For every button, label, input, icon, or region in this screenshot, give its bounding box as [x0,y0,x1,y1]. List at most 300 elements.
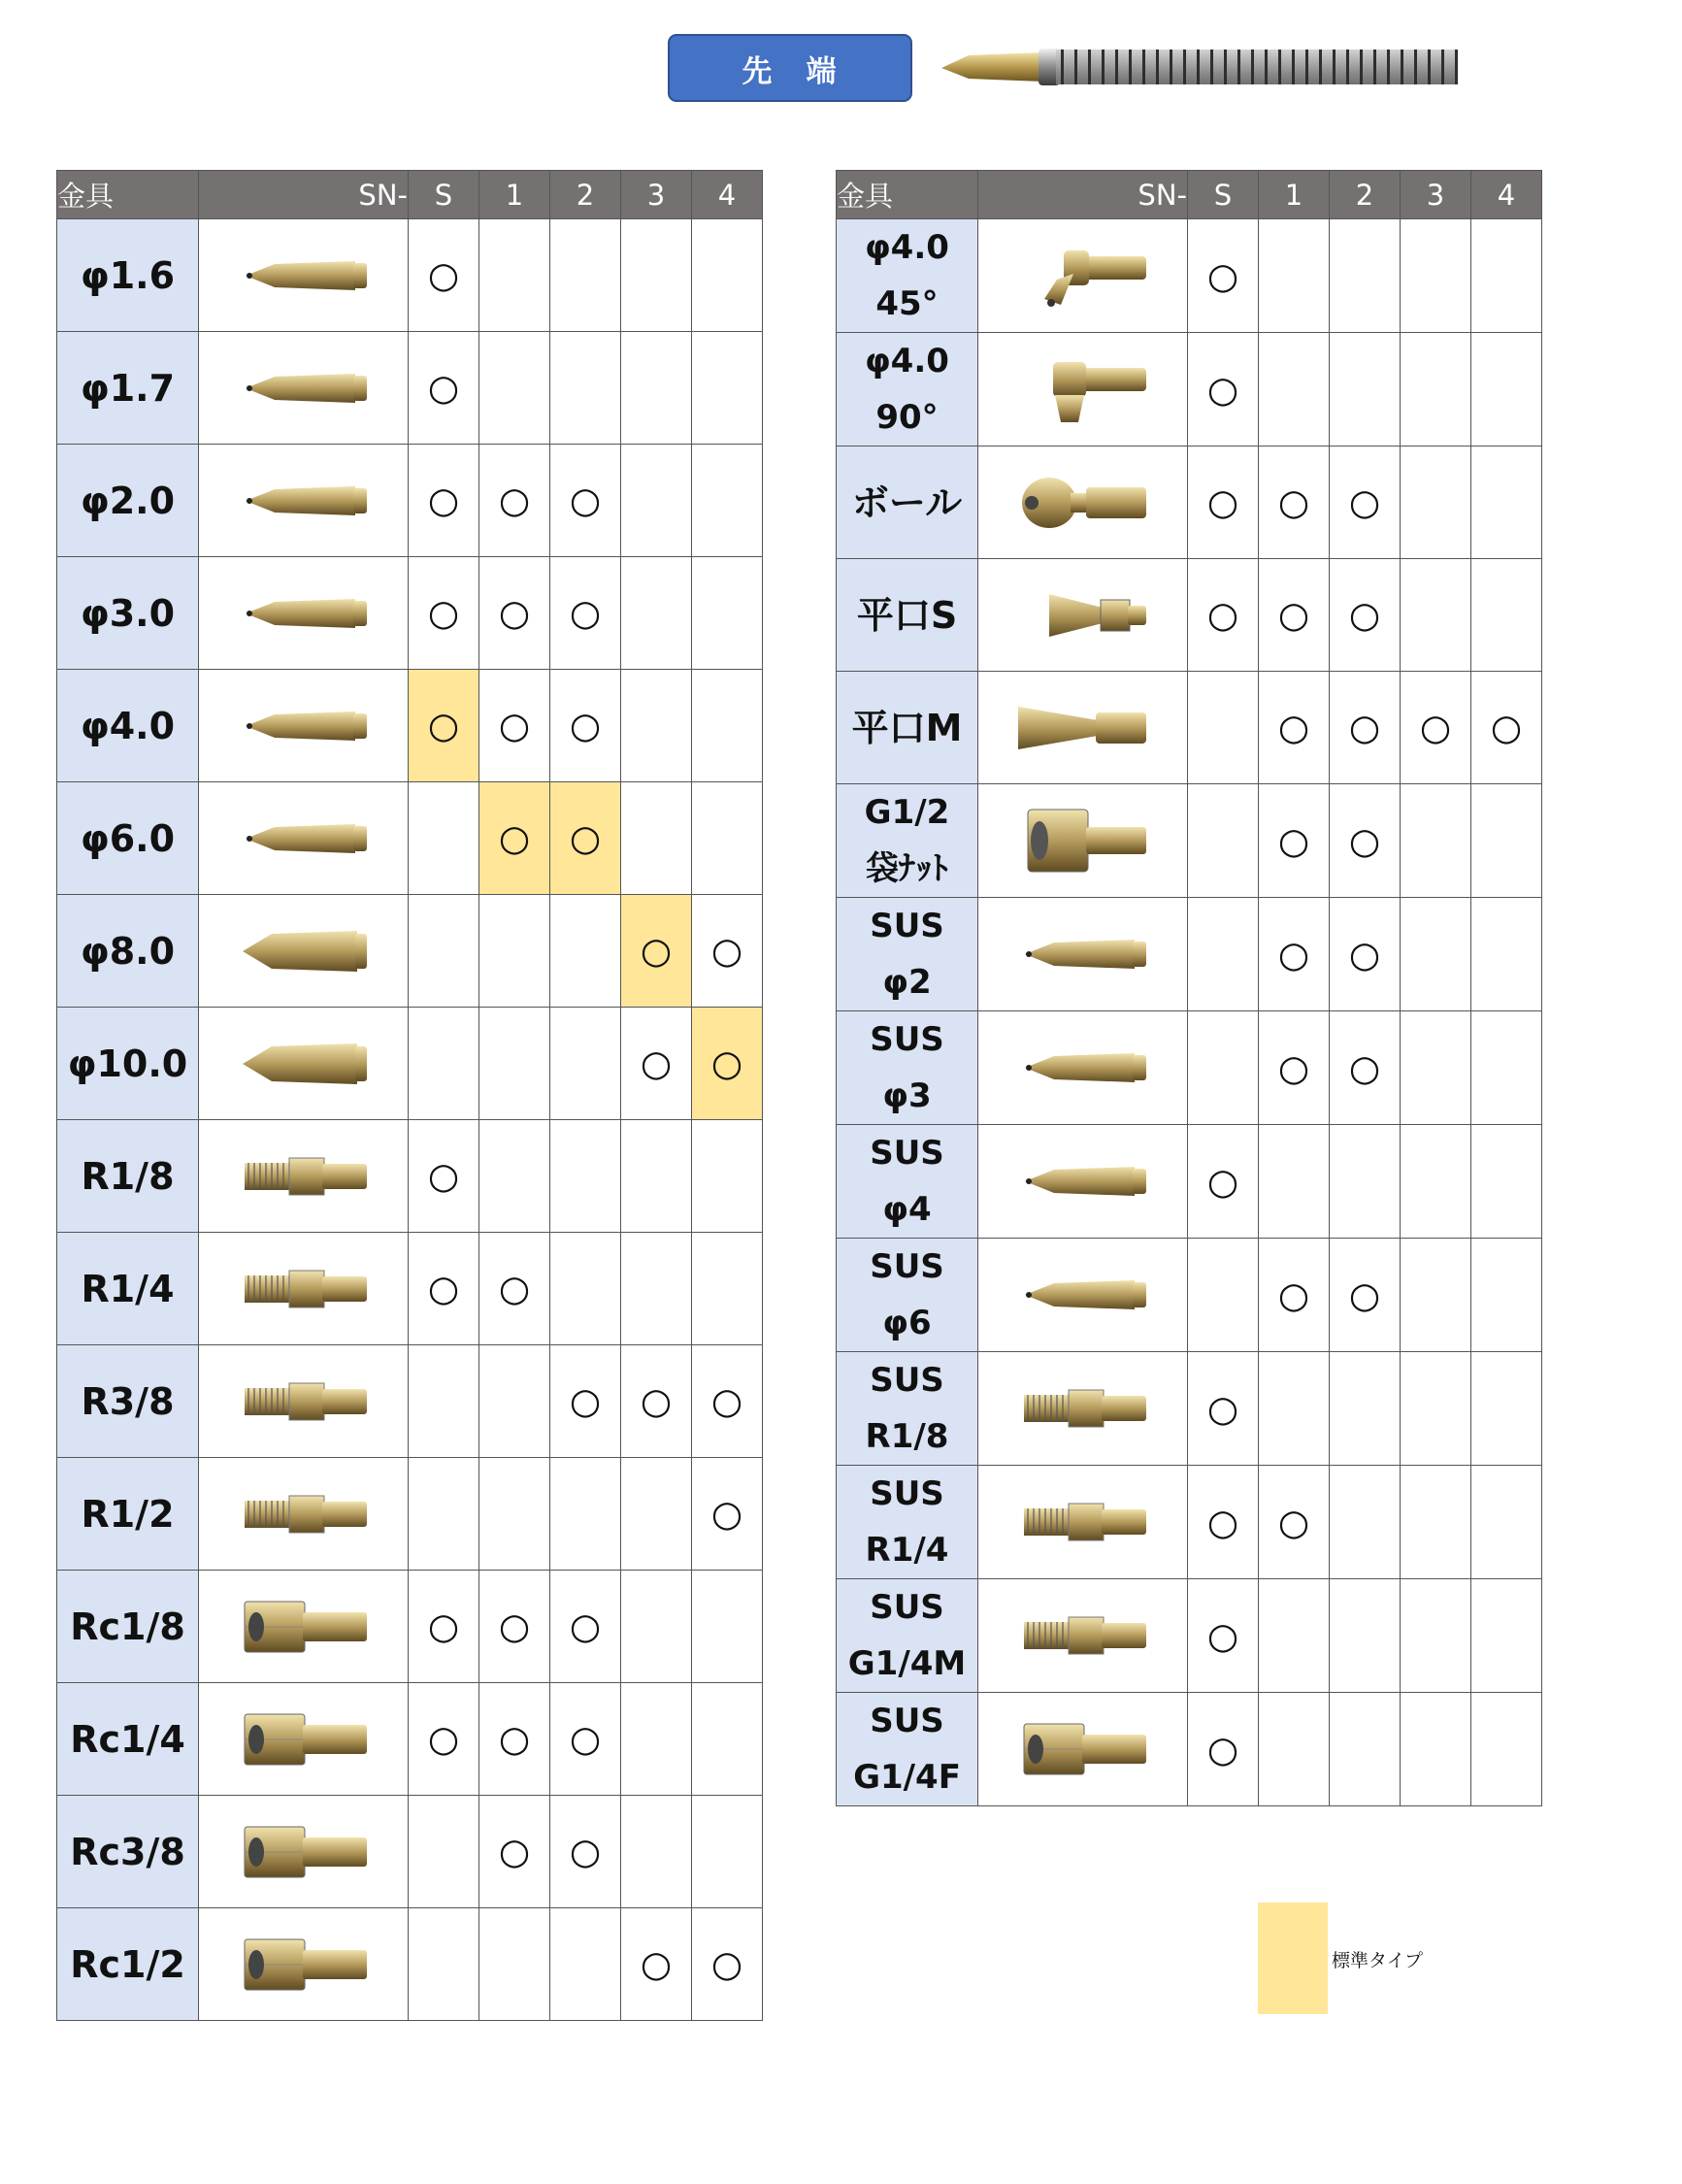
fitting-name [837,559,978,672]
header-col-s: S [1188,171,1259,219]
fitting-image-cell [199,1345,409,1458]
fitting-image-rc1-8-12 [231,1588,377,1666]
fitting-image-phi4-0-90-1 [1010,350,1156,428]
mark-cell-s [409,782,479,895]
mark-cell-3: ○ [621,1008,692,1120]
mark-cell-2: ○ [550,1571,621,1683]
table-row [57,219,763,332]
fitting-name-line2: φ4 [882,1190,932,1229]
fitting-image-rc1-2-15 [231,1926,377,2003]
mark-cell-s: ○ [1188,1579,1259,1693]
table-row [837,1239,1542,1352]
header-kanagu: 金具 [837,171,978,219]
fitting-image-r1-8-8 [231,1138,377,1215]
mark-cell-1: ○ [1259,898,1330,1011]
mark-cell-1: ○ [479,557,550,670]
mark-cell-4 [692,670,763,782]
mark-cell-4 [1471,1011,1542,1125]
mark-cell-2 [1330,1466,1401,1579]
mark-cell-4 [1471,219,1542,333]
mark-cell-2: ○ [550,1683,621,1796]
header-col-1: 1 [1259,171,1330,219]
mark-cell-s: ○ [1188,333,1259,447]
mark-cell-s: ○ [409,1571,479,1683]
fitting-name-line1: SUS [870,1361,944,1400]
header-col-4: 4 [1471,171,1542,219]
mark-cell-4: ○ [692,895,763,1008]
mark-cell-s [409,895,479,1008]
mark-cell-3 [1401,1125,1471,1239]
mark-cell-s: ○ [409,1233,479,1345]
fitting-name-line2: G1/4M [847,1644,967,1683]
mark-cell-3 [621,332,692,445]
fitting-image-cell [199,332,409,445]
mark-cell-2: ○ [1330,672,1401,784]
legend-label: 標準タイプ [1332,1950,1424,1971]
fitting-image-sus-g1-4m-12 [1010,1597,1156,1674]
mark-cell-s: ○ [1188,559,1259,672]
mark-cell-4 [692,219,763,332]
mark-cell-3: ○ [621,1908,692,2021]
mark-cell-4: ○ [692,1458,763,1571]
mark-cell-4 [1471,1352,1542,1466]
mark-cell-s: ○ [409,445,479,557]
mark-cell-4 [1471,1125,1542,1239]
fitting-image-cell [978,1011,1188,1125]
mark-cell-2: ○ [550,782,621,895]
fitting-name: Rc3/8 [57,1796,199,1908]
fitting-image-cell [199,670,409,782]
fitting-name-line2: G1/4F [853,1758,961,1797]
fitting-image-sus-r1-8-10 [1010,1370,1156,1447]
mark-cell-4 [692,1233,763,1345]
fitting-image-cell [199,782,409,895]
mark-cell-4 [692,445,763,557]
mark-cell-4 [692,782,763,895]
fitting-image-cell [978,1579,1188,1693]
mark-cell-1 [1259,219,1330,333]
fitting-name-line1: SUS [870,1020,944,1059]
mark-cell-2: ○ [1330,898,1401,1011]
mark-cell-s: ○ [409,670,479,782]
mark-cell-4 [1471,898,1542,1011]
mark-cell-2: ○ [1330,1011,1401,1125]
fitting-name-line1: SUS [870,1474,944,1513]
fitting-image-cell [978,1466,1188,1579]
mark-cell-4 [692,332,763,445]
mark-cell-4 [1471,1693,1542,1806]
header-col-2: 2 [550,171,621,219]
mark-cell-3 [1401,1239,1471,1352]
mark-cell-4 [1471,333,1542,447]
mark-cell-3 [621,1571,692,1683]
fitting-name: Rc1/4 [57,1683,199,1796]
mark-cell-4 [1471,1466,1542,1579]
mark-cell-s [1188,898,1259,1011]
mark-cell-2: ○ [550,670,621,782]
header-col-s: S [409,171,479,219]
fitting-image-cell [978,898,1188,1011]
fitting-image-cell [199,1458,409,1571]
mark-cell-4 [1471,1239,1542,1352]
fitting-image-sus-phi2-6 [1010,915,1156,993]
mark-cell-2: ○ [550,445,621,557]
mark-cell-1 [479,332,550,445]
mark-cell-2: ○ [550,1796,621,1908]
title-button[interactable]: 先 端 [668,34,912,102]
left-spec-table [56,170,763,2021]
mark-cell-3 [621,219,692,332]
table-row [837,672,1542,784]
mark-cell-3 [1401,898,1471,1011]
fitting-name [837,1239,978,1352]
fitting-image-cell [199,1008,409,1120]
mark-cell-3 [621,670,692,782]
fitting-image-phi1-7-1 [231,349,377,427]
mark-cell-s: ○ [1188,1693,1259,1806]
fitting-image-cell [978,1125,1188,1239]
mark-cell-2 [1330,1693,1401,1806]
fitting-name-line2: 袋ﾅｯﾄ [866,849,948,888]
mark-cell-1 [1259,1693,1330,1806]
fitting-image-cell [199,1571,409,1683]
table-row [57,1908,763,2021]
mark-cell-3 [621,782,692,895]
mark-cell-3 [621,1458,692,1571]
mark-cell-s: ○ [409,1120,479,1233]
fitting-name-line2: 90° [875,398,939,437]
fitting-name [837,784,978,898]
mark-cell-1: ○ [1259,1011,1330,1125]
fitting-image-phi2-0-2 [231,462,377,540]
mark-cell-s [409,1908,479,2021]
mark-cell-1: ○ [479,670,550,782]
fitting-image-cell [199,895,409,1008]
table-row [57,445,763,557]
table-header-row [837,171,1542,219]
mark-cell-1: ○ [479,1683,550,1796]
mark-cell-3 [621,1233,692,1345]
mark-cell-1: ○ [1259,784,1330,898]
fitting-name: Rc1/8 [57,1571,199,1683]
mark-cell-3: ○ [621,1345,692,1458]
header-col-4: 4 [692,171,763,219]
mark-cell-s [409,1458,479,1571]
mark-cell-2 [550,895,621,1008]
fitting-name [837,1011,978,1125]
table-row [837,1466,1542,1579]
mark-cell-3: ○ [1401,672,1471,784]
mark-cell-1 [479,1008,550,1120]
fitting-name [837,898,978,1011]
table-row [837,333,1542,447]
mark-cell-4 [1471,1579,1542,1693]
fitting-image-r3-8-10 [231,1363,377,1440]
fitting-image-phi8-0-6 [231,912,377,990]
fitting-name: φ3.0 [57,557,199,670]
mark-cell-2 [1330,1352,1401,1466]
fitting-name [837,1579,978,1693]
fitting-image-cell [978,447,1188,559]
table-row [837,1693,1542,1806]
table-row [57,1008,763,1120]
fitting-image-cell [978,1352,1188,1466]
fitting-name-line1: ボール [851,480,963,524]
table-row [837,784,1542,898]
table-row [57,1120,763,1233]
mark-cell-s [1188,1011,1259,1125]
table-row [57,1796,763,1908]
mark-cell-1 [1259,333,1330,447]
mark-cell-s [409,1008,479,1120]
legend-swatch [1258,1903,1328,2014]
fitting-image-phi4-0-45-0 [1010,237,1156,314]
table-row [57,557,763,670]
fitting-image-item-2 [1010,464,1156,542]
fitting-image-rc3-8-14 [231,1813,377,1891]
mark-cell-4: ○ [692,1008,763,1120]
mark-cell-3: ○ [621,895,692,1008]
mark-cell-1 [479,1120,550,1233]
mark-cell-1 [479,1345,550,1458]
fitting-name: φ4.0 [57,670,199,782]
fitting-name: φ10.0 [57,1008,199,1120]
fitting-image-cell [199,219,409,332]
mark-cell-2 [1330,333,1401,447]
table-row [837,898,1542,1011]
mark-cell-2: ○ [1330,1239,1401,1352]
fitting-image-cell [199,1233,409,1345]
fitting-name: R1/4 [57,1233,199,1345]
mark-cell-3 [1401,784,1471,898]
mark-cell-4: ○ [692,1908,763,2021]
fitting-image-cell [978,1693,1188,1806]
mark-cell-s [1188,784,1259,898]
table-row [837,219,1542,333]
fitting-name-line2: 45° [875,284,939,323]
fitting-image-sus-phi4-8 [1010,1142,1156,1220]
mark-cell-1: ○ [479,1571,550,1683]
fitting-image-rc1-4-13 [231,1701,377,1778]
fitting-name-line1: SUS [870,1702,944,1740]
fitting-name-line1: 平口S [856,593,958,637]
mark-cell-1: ○ [479,445,550,557]
mark-cell-4 [1471,447,1542,559]
mark-cell-s [409,1796,479,1908]
fitting-image-phi3-0-3 [231,575,377,652]
fitting-image-phi6-0-5 [231,800,377,877]
mark-cell-1: ○ [1259,447,1330,559]
fitting-image-cell [199,1683,409,1796]
table-row [57,782,763,895]
fitting-name-line2: φ6 [882,1304,932,1342]
mark-cell-1: ○ [479,1233,550,1345]
fitting-name-line1: φ4.0 [865,228,949,267]
fitting-name [837,1466,978,1579]
mark-cell-s [1188,1239,1259,1352]
fitting-name: Rc1/2 [57,1908,199,2021]
fitting-image-cell [978,219,1188,333]
header-col-3: 3 [621,171,692,219]
fitting-image-cell [978,1239,1188,1352]
fitting-image-sus-g1-4f-13 [1010,1710,1156,1788]
mark-cell-1 [1259,1125,1330,1239]
mark-cell-4 [692,557,763,670]
mark-cell-2: ○ [550,1345,621,1458]
mark-cell-2: ○ [1330,447,1401,559]
fitting-image-r1-2-11 [231,1475,377,1553]
fitting-image-cell [199,1796,409,1908]
fitting-name-line2: φ3 [882,1076,932,1115]
mark-cell-4 [692,1120,763,1233]
header-col-1: 1 [479,171,550,219]
mark-cell-1 [1259,1579,1330,1693]
mark-cell-s: ○ [409,1683,479,1796]
hose-nozzle-image [941,39,1458,107]
mark-cell-1: ○ [1259,1239,1330,1352]
mark-cell-3 [1401,447,1471,559]
mark-cell-2: ○ [1330,559,1401,672]
mark-cell-2 [1330,1125,1401,1239]
table-row [57,670,763,782]
fitting-image-g1-2-5 [1010,802,1156,879]
fitting-name-line2: R1/8 [865,1417,949,1456]
mark-cell-2 [550,1120,621,1233]
fitting-name: φ6.0 [57,782,199,895]
fitting-name [837,333,978,447]
fitting-image-s-3 [1010,577,1156,654]
table-row [57,1458,763,1571]
mark-cell-3 [621,1120,692,1233]
fitting-name: φ2.0 [57,445,199,557]
fitting-image-phi1-6-0 [231,237,377,314]
header-col-2: 2 [1330,171,1401,219]
fitting-image-cell [199,1908,409,2021]
table-row [837,559,1542,672]
fitting-image-cell [199,557,409,670]
mark-cell-3 [1401,1693,1471,1806]
mark-cell-2 [550,1458,621,1571]
mark-cell-s [1188,672,1259,784]
table-row [837,1011,1542,1125]
mark-cell-1 [479,219,550,332]
fitting-image-sus-phi3-7 [1010,1029,1156,1107]
fitting-name-line1: SUS [870,1134,944,1173]
mark-cell-4: ○ [1471,672,1542,784]
table-row [837,1579,1542,1693]
fitting-image-m-4 [1010,689,1156,767]
mark-cell-4 [692,1571,763,1683]
header-kanagu: 金具 [57,171,199,219]
fitting-name-line2: R1/4 [865,1531,949,1570]
mark-cell-s: ○ [1188,219,1259,333]
mark-cell-2 [550,1233,621,1345]
header-sn: SN- [199,171,409,219]
fitting-image-cell [978,333,1188,447]
table-row [57,1571,763,1683]
table-row [57,1345,763,1458]
fitting-name: R3/8 [57,1345,199,1458]
fitting-name: R1/2 [57,1458,199,1571]
mark-cell-3 [1401,219,1471,333]
fitting-image-cell [978,559,1188,672]
fitting-name: R1/8 [57,1120,199,1233]
right-spec-table [836,170,1542,1806]
mark-cell-4 [1471,559,1542,672]
table-row [57,332,763,445]
table-row [57,1233,763,1345]
mark-cell-1 [479,895,550,1008]
mark-cell-3 [621,445,692,557]
fitting-image-cell [978,784,1188,898]
fitting-name-line1: φ4.0 [865,342,949,381]
mark-cell-2 [1330,219,1401,333]
mark-cell-4 [692,1796,763,1908]
fitting-name-line1: 平口M [851,706,963,749]
fitting-name: φ1.7 [57,332,199,445]
mark-cell-3 [621,1683,692,1796]
fitting-name [837,672,978,784]
table-row [57,1683,763,1796]
fitting-name: φ1.6 [57,219,199,332]
mark-cell-2 [550,332,621,445]
table-header-row [57,171,763,219]
table-row [57,895,763,1008]
fitting-image-phi10-0-7 [231,1025,377,1103]
mark-cell-3 [1401,1352,1471,1466]
fitting-name-line1: SUS [870,1588,944,1627]
mark-cell-s: ○ [1188,1466,1259,1579]
table-row [837,1352,1542,1466]
fitting-name-line1: SUS [870,907,944,945]
mark-cell-2 [550,1908,621,2021]
mark-cell-2: ○ [1330,784,1401,898]
mark-cell-s [409,1345,479,1458]
mark-cell-1: ○ [479,782,550,895]
mark-cell-1 [1259,1352,1330,1466]
table-row [837,1125,1542,1239]
fitting-name-line1: SUS [870,1247,944,1286]
mark-cell-s: ○ [1188,447,1259,559]
fitting-image-sus-phi6-9 [1010,1256,1156,1334]
mark-cell-4 [692,1683,763,1796]
fitting-image-r1-4-9 [231,1250,377,1328]
mark-cell-s: ○ [1188,1352,1259,1466]
fitting-name [837,447,978,559]
mark-cell-4 [1471,784,1542,898]
fitting-image-cell [199,445,409,557]
mark-cell-2 [1330,1579,1401,1693]
fitting-name [837,1352,978,1466]
mark-cell-3 [621,557,692,670]
fitting-image-sus-r1-4-11 [1010,1483,1156,1561]
fitting-name-line2: φ2 [882,963,932,1002]
fitting-name-line1: G1/2 [864,793,950,832]
mark-cell-s: ○ [409,219,479,332]
mark-cell-s: ○ [1188,1125,1259,1239]
mark-cell-1: ○ [479,1796,550,1908]
fitting-name [837,1125,978,1239]
table-row [837,447,1542,559]
mark-cell-2: ○ [550,557,621,670]
mark-cell-3 [1401,1579,1471,1693]
fitting-image-cell [199,1120,409,1233]
header-sn: SN- [978,171,1188,219]
header-col-3: 3 [1401,171,1471,219]
mark-cell-3 [1401,333,1471,447]
mark-cell-s: ○ [409,332,479,445]
fitting-name: φ8.0 [57,895,199,1008]
